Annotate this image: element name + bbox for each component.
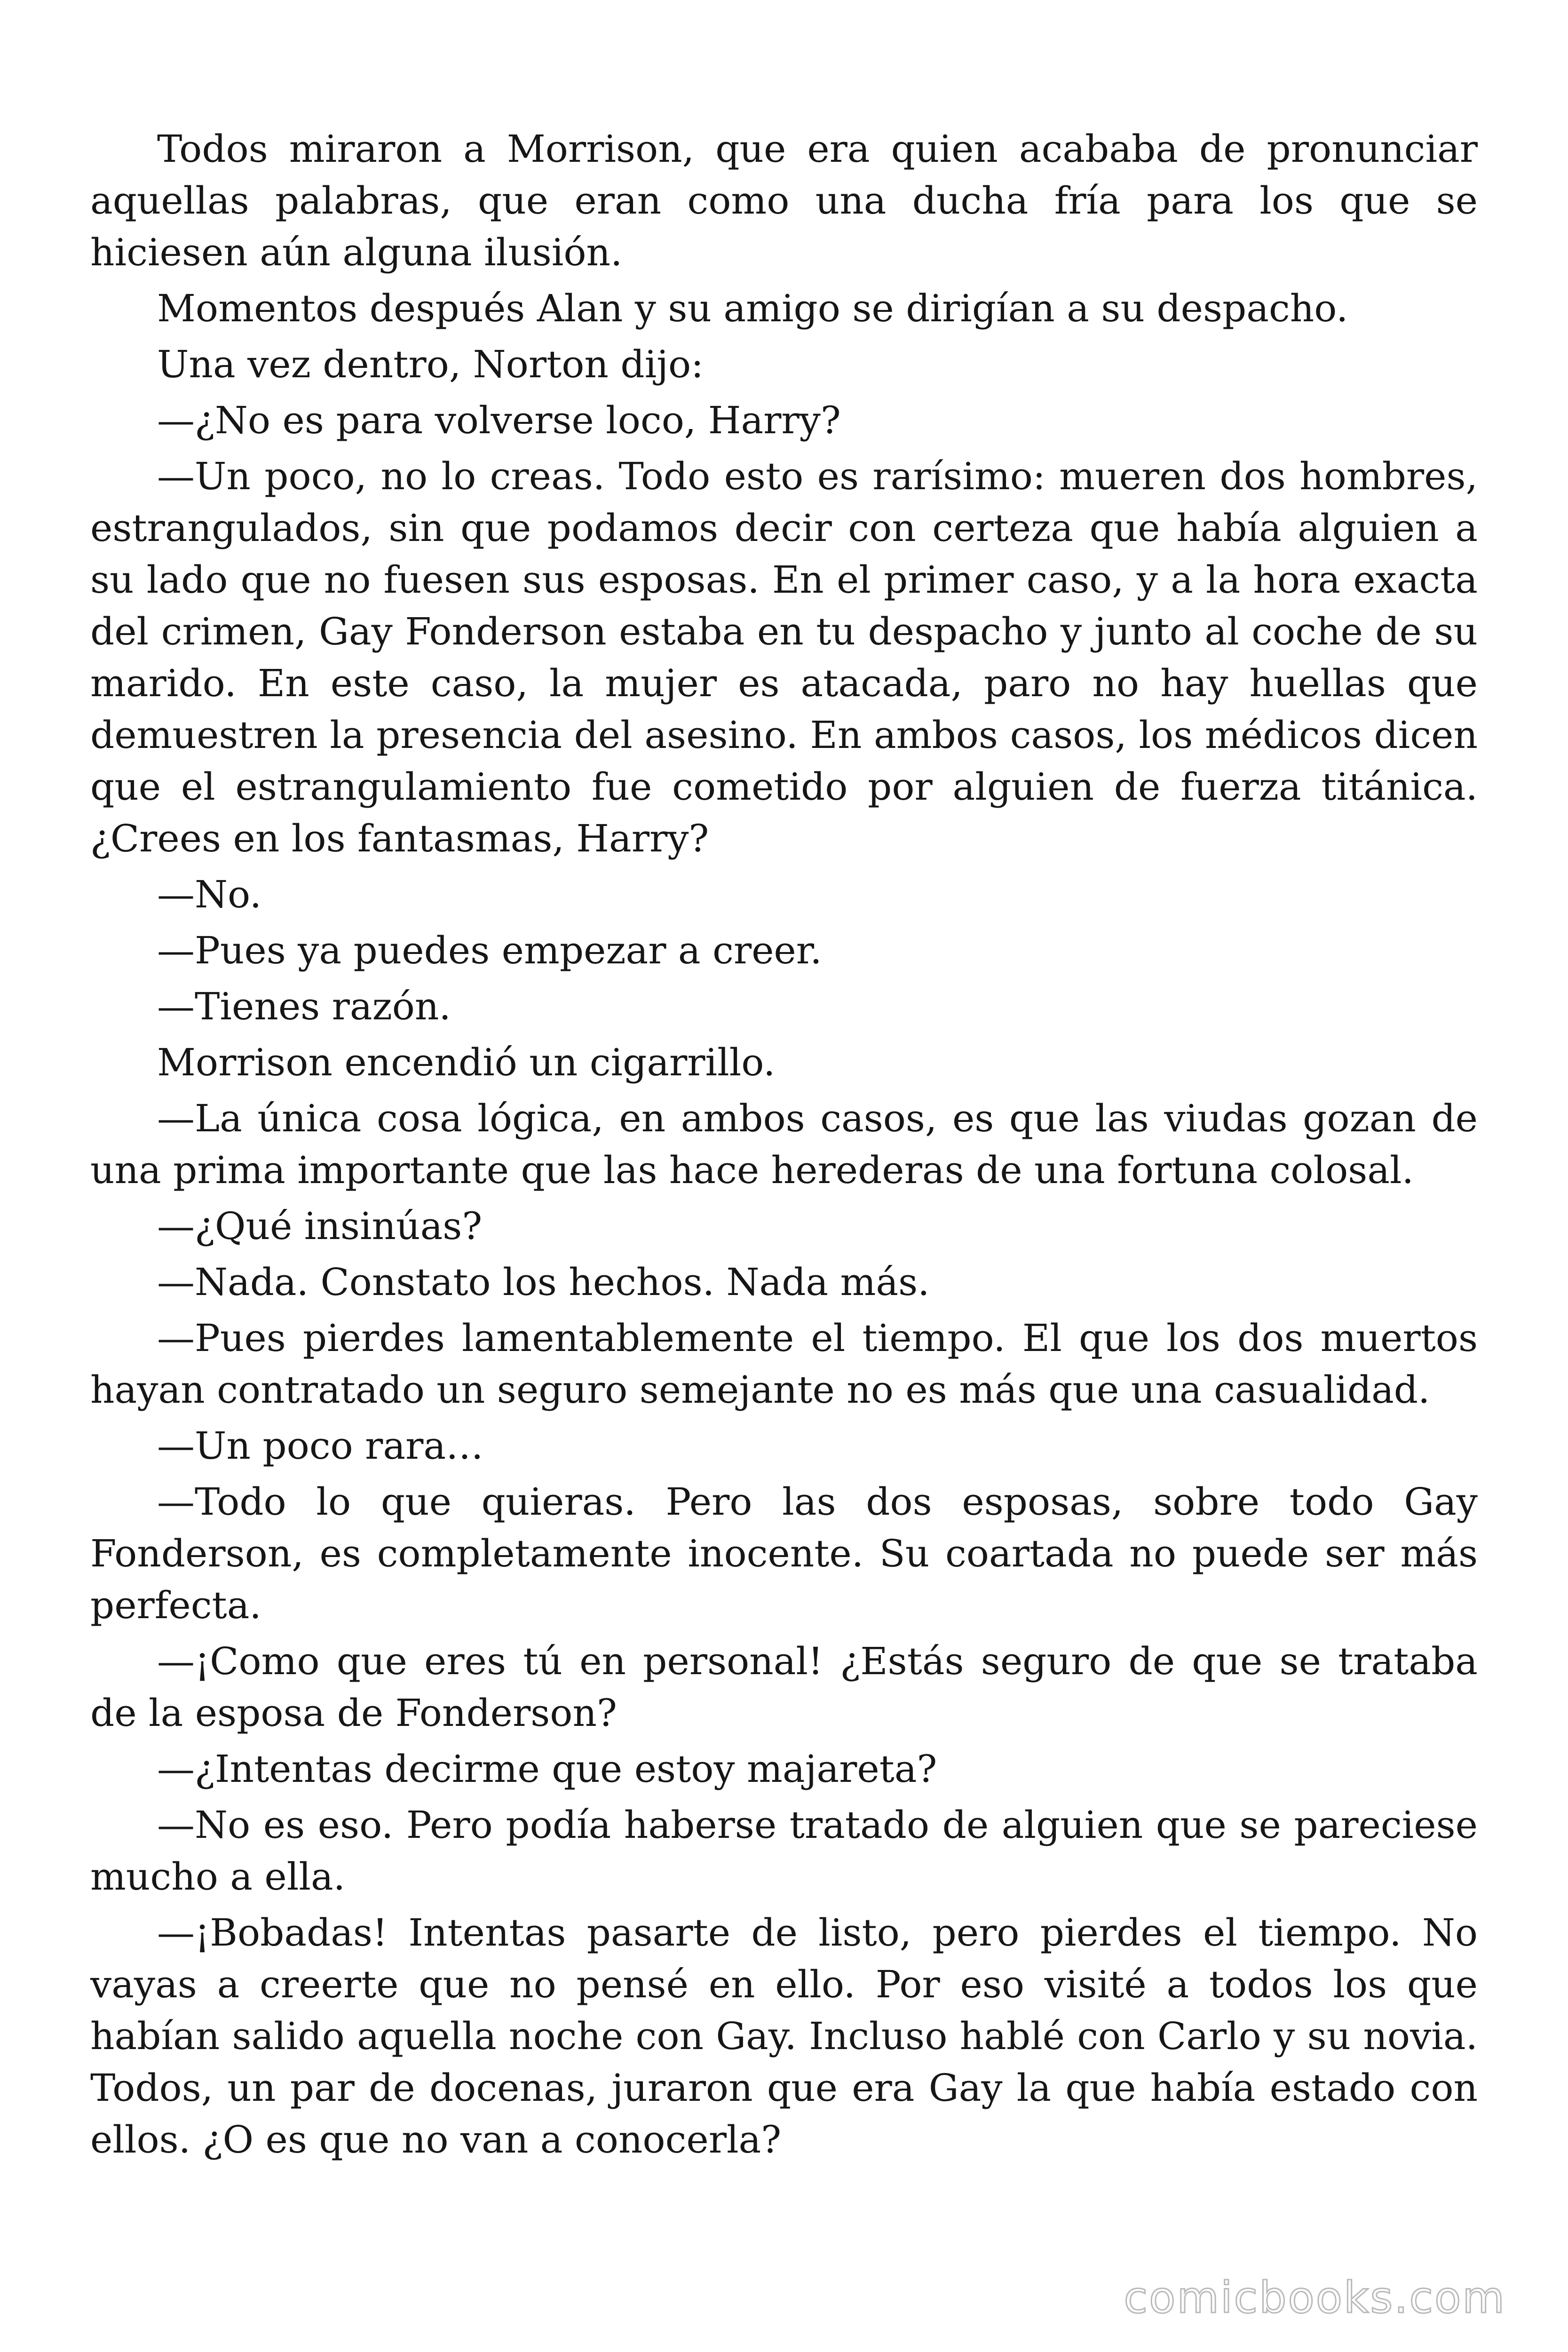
paragraph: —La única cosa lógica, en ambos casos, es que las viudas gozan de una prima importante que las hace herederas de una fortuna colosal. <box>90 1097 1478 1192</box>
paragraph: —¿No es para volverse loco, Harry? <box>157 398 841 442</box>
paragraph: —Nada. Constato los hechos. Nada más. <box>157 1260 930 1304</box>
paragraph: —Todo lo que quieras. Pero las dos esposas, sobre todo Gay Fonderson, es completamente inocente. Su coartada no puede ser más perfecta. <box>90 1480 1478 1627</box>
paragraph: —¿Qué insinúas? <box>157 1204 483 1248</box>
paragraph: Momentos después Alan y su amigo se dirigían a su despacho. <box>157 286 1348 330</box>
page-body-text <box>90 123 1478 2170</box>
paragraph: —Tienes razón. <box>157 985 451 1028</box>
paragraph: —Un poco, no lo creas. Todo esto es rarísimo: mueren dos hombres, estrangulados, sin que podamos decir con certeza que había alguien a su lado que no fuesen sus esposas. En el primer caso, y a la hora exacta del crimen, Gay Fonderson estaba en tu despacho y junto al coche de su marido. En este caso, la mujer es atacada, paro no hay huellas que demuestren la presencia del asesino. En ambos casos, los médicos dicen que el estrangulamiento fue cometido por alguien de fuerza titánica. ¿Crees en los fantasmas, Harry? <box>90 454 1478 860</box>
paragraph: Todos miraron a Morrison, que era quien acababa de pronunciar aquellas palabras, que eran como una ducha fría para los que se hiciesen aún alguna ilusión. <box>90 127 1478 274</box>
paragraph: —¿Intentas decirme que estoy majareta? <box>157 1747 937 1791</box>
paragraph: —Pues pierdes lamentablemente el tiempo. El que los dos muertos hayan contratado un seguro semejante no es más que una casualidad. <box>90 1316 1478 1412</box>
paragraph: —Pues ya puedes empezar a creer. <box>157 929 822 972</box>
paragraph: Una vez dentro, Norton dijo: <box>157 342 704 386</box>
paragraph: —¡Como que eres tú en personal! ¿Estás seguro de que se trataba de la esposa de Fonderson? <box>90 1639 1478 1735</box>
watermark-logo: comicbooks.com <box>1124 2273 1506 2323</box>
paragraph: —No es eso. Pero podía haberse tratado de alguien que se pareciese mucho a ella. <box>90 1803 1478 1899</box>
paragraph: Morrison encendió un cigarrillo. <box>157 1041 776 1084</box>
paragraph: —Un poco rara… <box>157 1424 484 1468</box>
paragraph: —No. <box>157 873 262 916</box>
paragraph: —¡Bobadas! Intentas pasarte de listo, pero pierdes el tiempo. No vayas a creerte que no pensé en ello. Por eso visité a todos los que habían salido aquella noche con Gay. Incluso hablé con Carlo y su novia. Todos, un par de docenas, juraron que era Gay la que había estado con ellos. ¿O es que no van a conocerla? <box>90 1911 1478 2161</box>
